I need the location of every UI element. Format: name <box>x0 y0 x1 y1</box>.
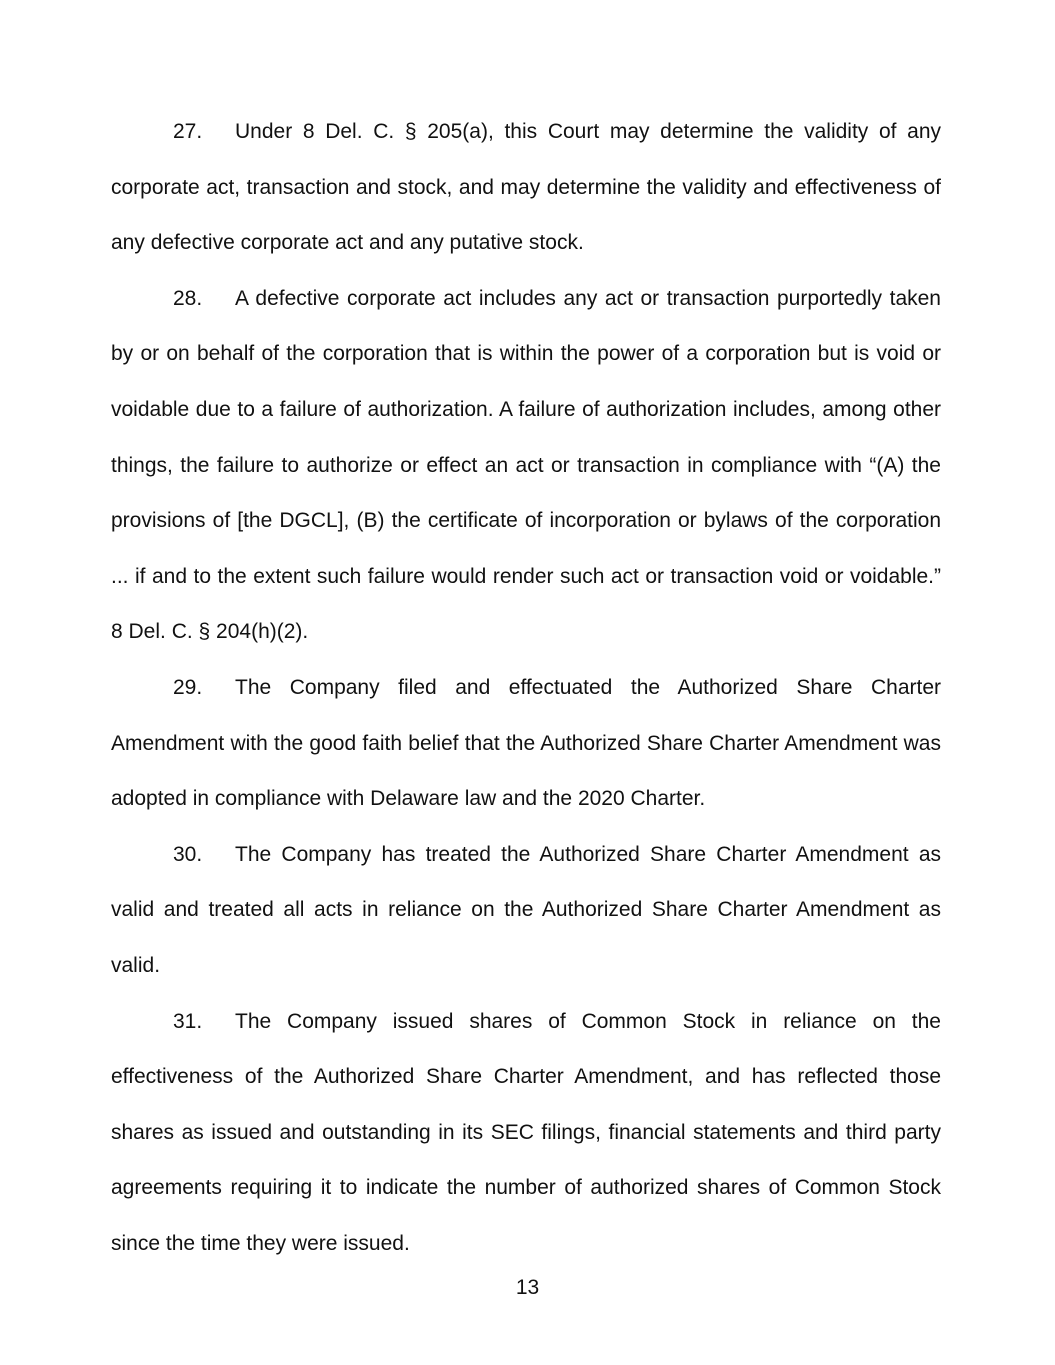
paragraph-27 <box>111 104 941 271</box>
paragraph-text: A defective corporate act includes any act or transaction purportedly taken by or on behalf of the corporation that is within the power of a corporation but is void or voidable due to a failure of authorization. A failure of authorization includes, among other things, the failure to authorize or effect an act or transaction in compliance with “(A) the provisions of [the DGCL], (B) the certificate of incorporation or bylaws of the corporation ... if and to the extent such failure would render such act or transaction void or voidable.” 8 Del. C. § 204(h)(2). <box>111 286 941 644</box>
paragraph-text: Under 8 Del. C. § 205(a), this Court may determine the validity of any corporate act, transaction and stock, and may determine the validity and effectiveness of any defective corporate act and any putative stock. <box>111 120 941 255</box>
paragraph-number: 31. <box>173 1009 203 1033</box>
paragraph-29 <box>111 660 941 827</box>
paragraph-number: 28. <box>173 286 203 310</box>
paragraph-text: The Company has treated the Authorized Share Charter Amendment as valid and treated all acts in reliance on the Authorized Share Charter Amendment as valid. <box>111 842 941 977</box>
document-body <box>111 104 941 1271</box>
paragraph-number: 29. <box>173 675 203 699</box>
paragraph-text: The Company filed and effectuated the Authorized Share Charter Amendment with the good faith belief that the Authorized Share Charter Amendment was adopted in compliance with Delaware law and the 2020 Charter. <box>111 675 941 811</box>
paragraph-number: 30. <box>173 842 203 866</box>
page-number: 13 <box>515 1276 540 1299</box>
paragraph-31 <box>111 994 941 1272</box>
paragraph-text: The Company issued shares of Common Stock in reliance on the effectiveness of the Authorized Share Charter Amendment, and has reflected those shares as issued and outstanding in its SEC filings, financial statements and third party agreements requiring it to indicate the number of authorized shares of Common Stock since the time they were issued. <box>111 1009 941 1255</box>
paragraph-30 <box>111 827 941 994</box>
paragraph-number: 27. <box>173 120 203 143</box>
paragraph-28 <box>111 271 941 660</box>
